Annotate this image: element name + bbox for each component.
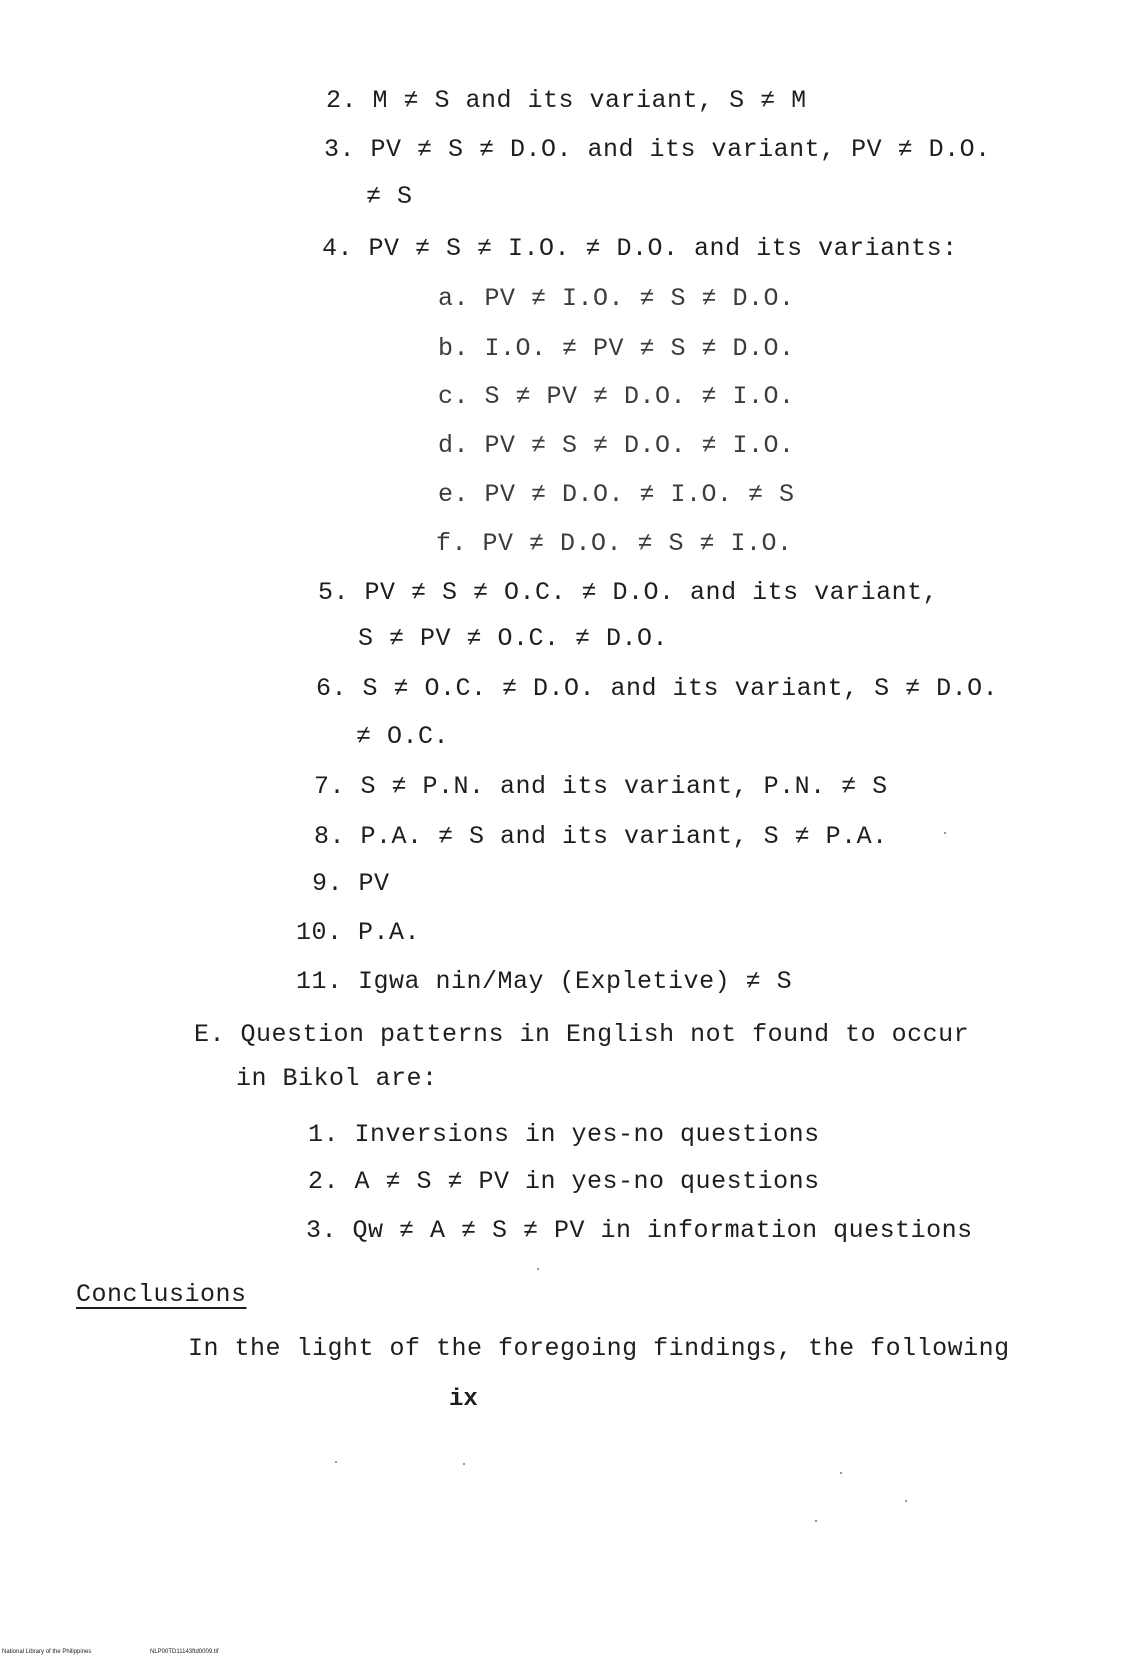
item-4: 4. PV ≠ S ≠ I.O. ≠ D.O. and its variants: — [322, 234, 958, 263]
scan-speck — [463, 1463, 465, 1465]
item-9: 9. PV — [312, 869, 390, 898]
item-5-continued: S ≠ PV ≠ O.C. ≠ D.O. — [358, 624, 669, 653]
item-4c: c. S ≠ PV ≠ D.O. ≠ I.O. — [438, 382, 795, 411]
footer-filename: NLP00TD11143ftd0009.tif — [150, 1649, 219, 1655]
item-5: 5. PV ≠ S ≠ O.C. ≠ D.O. and its variant, — [318, 578, 939, 607]
item-6: 6. S ≠ O.C. ≠ D.O. and its variant, S ≠ D.O. — [316, 674, 999, 703]
item-7: 7. S ≠ P.N. and its variant, P.N. ≠ S — [314, 772, 888, 801]
scan-speck — [815, 1520, 817, 1522]
scan-speck — [905, 1500, 907, 1502]
footer-source: National Library of the Philippines — [2, 1649, 92, 1655]
section-e-heading: E. Question patterns in English not found to occur — [194, 1020, 970, 1049]
item-3: 3. PV ≠ S ≠ D.O. and its variant, PV ≠ D.O. — [324, 135, 991, 164]
scan-speck — [840, 1472, 842, 1474]
item-4b: b. I.O. ≠ PV ≠ S ≠ D.O. — [438, 334, 795, 363]
item-4a: a. PV ≠ I.O. ≠ S ≠ D.O. — [438, 284, 795, 313]
conclusions-paragraph: In the light of the foregoing findings, the following — [188, 1334, 1010, 1363]
item-6-continued: ≠ O.C. — [356, 722, 450, 751]
item-4f: f. PV ≠ D.O. ≠ S ≠ I.O. — [436, 529, 793, 558]
item-10: 10. P.A. — [296, 918, 421, 947]
page-number: ix — [449, 1386, 478, 1413]
item-8: 8. P.A. ≠ S and its variant, S ≠ P.A. — [314, 822, 888, 851]
item-4d: d. PV ≠ S ≠ D.O. ≠ I.O. — [438, 431, 795, 460]
scan-speck — [537, 1268, 539, 1270]
question-pattern-3: 3. Qw ≠ A ≠ S ≠ PV in information questions — [306, 1216, 973, 1245]
item-4e: e. PV ≠ D.O. ≠ I.O. ≠ S — [438, 480, 795, 509]
item-11: 11. Igwa nin/May (Expletive) ≠ S — [296, 967, 793, 996]
item-2: 2. M ≠ S and its variant, S ≠ M — [326, 86, 807, 115]
item-3-continued: ≠ S — [366, 182, 413, 211]
conclusions-heading: Conclusions — [76, 1280, 247, 1309]
scan-speck — [335, 1461, 337, 1463]
section-e-heading-continued: in Bikol are: — [236, 1064, 438, 1093]
question-pattern-2: 2. A ≠ S ≠ PV in yes-no questions — [308, 1167, 820, 1196]
scan-speck — [944, 832, 946, 834]
question-pattern-1: 1. Inversions in yes-no questions — [308, 1120, 820, 1149]
